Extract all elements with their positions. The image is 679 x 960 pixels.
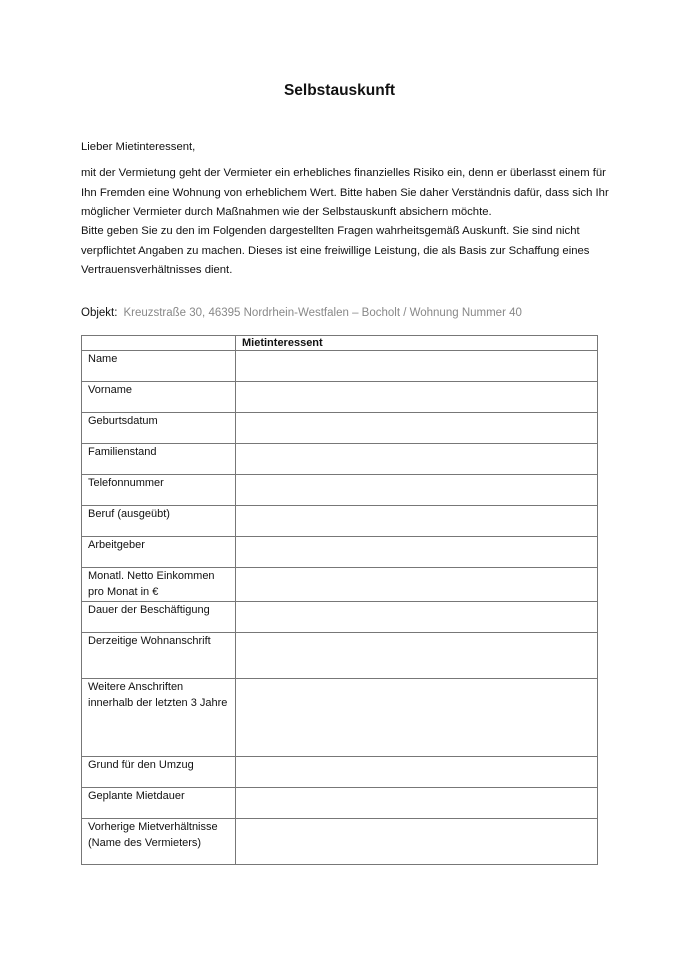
document-title: Selbstauskunft bbox=[283, 82, 396, 99]
row-label: Monatl. Netto Einkommen pro Monat in € bbox=[82, 568, 236, 602]
header-applicant: Mietinteressent bbox=[236, 336, 598, 351]
table-row bbox=[82, 382, 598, 413]
instructions-paragraph: Bitte geben Sie zu den im Folgenden dargestellten Fragen wahrheitsgemäß Auskunft. Sie sind nicht verpflichtet Angaben zu machen. Dieses ist eine freiwillige Leistung, die als Basis zur Schaffung eines Vertrauensverhältnisses dient. bbox=[81, 225, 590, 276]
row-label: Geplante Mietdauer bbox=[82, 788, 236, 819]
intro-paragraph: mit der Vermietung geht der Vermieter ein erhebliches finanzielles Risiko ein, denn er überlasst einem für Ihn Fremden eine Wohnung von erheblichem Wert. Bitte haben Sie daher Verständnis dafür, dass sich Ihr möglicher Vermieter durch Maßnahmen wie der Selbstauskunft absichern möchte. bbox=[81, 167, 609, 218]
applicant-table bbox=[81, 335, 598, 865]
row-input-cell[interactable] bbox=[236, 679, 598, 757]
row-label: Weitere Anschriften innerhalb der letzten 3 Jahre bbox=[82, 679, 236, 757]
table-row bbox=[82, 819, 598, 865]
row-label: Vorherige Mietverhältnisse (Name des Vermieters) bbox=[82, 819, 236, 865]
row-input-cell[interactable] bbox=[236, 602, 598, 633]
row-input-cell[interactable] bbox=[236, 444, 598, 475]
row-input-cell[interactable] bbox=[236, 351, 598, 382]
header-empty bbox=[82, 336, 236, 351]
row-input-cell[interactable] bbox=[236, 633, 598, 679]
row-input-cell[interactable] bbox=[236, 757, 598, 788]
row-label: Name bbox=[82, 351, 236, 382]
row-label: Geburtsdatum bbox=[82, 413, 236, 444]
object-label: Objekt: bbox=[81, 307, 118, 319]
row-input-cell[interactable] bbox=[236, 506, 598, 537]
row-input-cell[interactable] bbox=[236, 537, 598, 568]
table-row bbox=[82, 444, 598, 475]
row-input-cell[interactable] bbox=[236, 788, 598, 819]
table-row bbox=[82, 633, 598, 679]
table-row bbox=[82, 757, 598, 788]
table-row bbox=[82, 351, 598, 382]
row-label: Arbeitgeber bbox=[82, 537, 236, 568]
row-label: Grund für den Umzug bbox=[82, 757, 236, 788]
row-input-cell[interactable] bbox=[236, 413, 598, 444]
row-input-cell[interactable] bbox=[236, 819, 598, 865]
row-label: Derzeitige Wohnanschrift bbox=[82, 633, 236, 679]
row-label: Telefonnummer bbox=[82, 475, 236, 506]
row-input-cell[interactable] bbox=[236, 475, 598, 506]
table-row bbox=[82, 475, 598, 506]
table-row bbox=[82, 568, 598, 602]
row-input-cell[interactable] bbox=[236, 382, 598, 413]
table-row bbox=[82, 537, 598, 568]
row-input-cell[interactable] bbox=[236, 568, 598, 602]
table-row bbox=[82, 679, 598, 757]
row-label: Beruf (ausgeübt) bbox=[82, 506, 236, 537]
object-line bbox=[81, 307, 522, 319]
object-value: Kreuzstraße 30, 46395 Nordrhein-Westfalen – Bocholt / Wohnung Nummer 40 bbox=[123, 307, 522, 319]
table-row bbox=[82, 602, 598, 633]
table-row bbox=[82, 788, 598, 819]
salutation: Lieber Mietinteressent, bbox=[81, 141, 196, 153]
row-label: Dauer der Beschäftigung bbox=[82, 602, 236, 633]
table-row bbox=[82, 506, 598, 537]
table-row bbox=[82, 413, 598, 444]
row-label: Vorname bbox=[82, 382, 236, 413]
row-label: Familienstand bbox=[82, 444, 236, 475]
